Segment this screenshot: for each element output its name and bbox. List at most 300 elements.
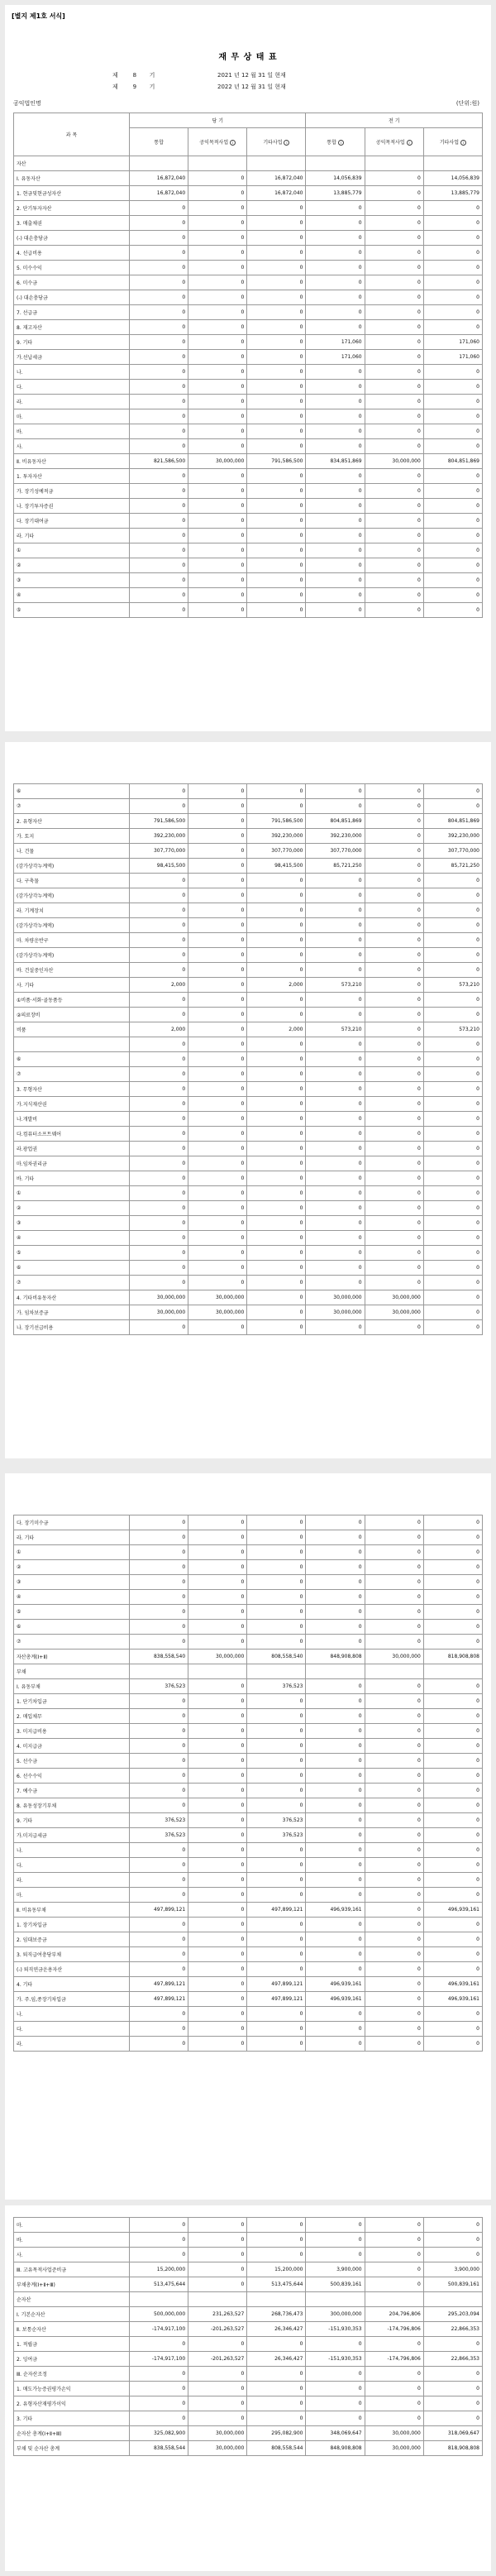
amount-cell: 0: [423, 2367, 482, 2382]
amount-cell: 0: [306, 2411, 365, 2426]
row-label: ③: [14, 1216, 130, 1231]
amount-cell: 0: [423, 1305, 482, 1320]
table-row: [14, 2277, 483, 2292]
row-label: ⑦: [14, 1067, 130, 1082]
amount-cell: -174,796,806: [365, 2352, 423, 2367]
amount-cell: 0: [423, 469, 482, 484]
info-circle-icon: i: [407, 140, 413, 146]
amount-cell: 0: [423, 439, 482, 454]
table-row: [14, 1246, 483, 1261]
table-row: [14, 1947, 483, 1962]
row-label: 라.광업권: [14, 1142, 130, 1156]
amount-cell: 0: [306, 2022, 365, 2037]
amount-cell: 0: [365, 261, 423, 275]
row-label: 2. 유형자산: [14, 814, 130, 829]
amount-cell: 0: [423, 1216, 482, 1231]
amount-cell: 0: [188, 1201, 247, 1216]
amount-cell: 0: [306, 1635, 365, 1650]
amount-cell: 0: [247, 1962, 306, 1977]
table-row: [14, 1828, 483, 1843]
amount-cell: 0: [130, 1097, 188, 1112]
amount-cell: 0: [365, 2022, 423, 2037]
amount-cell: 0: [306, 1888, 365, 1903]
amount-cell: 0: [365, 1828, 423, 1843]
amount-cell: 0: [306, 1932, 365, 1947]
amount-cell: 0: [306, 2382, 365, 2396]
amount-cell: 0: [306, 1590, 365, 1605]
row-label: (감가상각누계액): [14, 888, 130, 903]
amount-cell: 0: [247, 2248, 306, 2262]
table-row: [14, 305, 483, 320]
amount-cell: 0: [365, 829, 423, 844]
table-row: [14, 1918, 483, 1932]
amount-cell: 0: [423, 1515, 482, 1530]
document-title: 재 무 상 태 표: [218, 53, 278, 62]
amount-cell: 0: [306, 529, 365, 543]
amount-cell: 0: [188, 201, 247, 216]
amount-cell: 0: [365, 2262, 423, 2277]
table-row: [14, 454, 483, 469]
row-label: 다. 구축물: [14, 874, 130, 888]
table-row: [14, 499, 483, 514]
amount-cell: 0: [188, 2262, 247, 2277]
row-label: ②: [14, 558, 130, 573]
amount-cell: 15,200,000: [130, 2262, 188, 2277]
amount-cell: 0: [188, 1769, 247, 1784]
row-label: 다.: [14, 2022, 130, 2037]
amount-cell: 0: [130, 529, 188, 543]
amount-cell: 0: [130, 2396, 188, 2411]
amount-cell: 0: [423, 2382, 482, 2396]
amount-cell: [188, 156, 247, 171]
table-row: [14, 484, 483, 499]
amount-cell: 0: [306, 201, 365, 216]
amount-cell: 573,210: [423, 978, 482, 993]
amount-cell: 0: [247, 1798, 306, 1813]
amount-cell: 0: [130, 1276, 188, 1290]
amount-cell: 497,899,121: [130, 1903, 188, 1918]
table-row: [14, 799, 483, 814]
amount-cell: 0: [306, 1709, 365, 1724]
row-label: 나.: [14, 365, 130, 380]
amount-cell: 808,558,544: [247, 2441, 306, 2456]
amount-cell: 0: [423, 1127, 482, 1142]
amount-cell: 0: [188, 2411, 247, 2426]
amount-cell: 0: [365, 1784, 423, 1798]
amount-cell: 0: [247, 784, 306, 799]
amount-cell: 0: [130, 2218, 188, 2233]
amount-cell: 0: [423, 1067, 482, 1082]
amount-cell: 0: [365, 1037, 423, 1052]
row-label: ⑦: [14, 1635, 130, 1650]
amount-cell: 0: [247, 1052, 306, 1067]
amount-cell: 0: [130, 2367, 188, 2382]
amount-cell: 0: [306, 1037, 365, 1052]
amount-cell: 0: [365, 1709, 423, 1724]
amount-cell: 0: [188, 1112, 247, 1127]
amount-cell: 808,558,540: [247, 1650, 306, 1664]
amount-cell: 0: [365, 1112, 423, 1127]
column-header-public: 공익목적사업 i: [188, 128, 247, 156]
amount-cell: 0: [365, 2277, 423, 2292]
amount-cell: 0: [365, 1590, 423, 1605]
amount-cell: 0: [423, 514, 482, 529]
amount-cell: 0: [365, 874, 423, 888]
amount-cell: 0: [188, 1620, 247, 1635]
amount-cell: [423, 2292, 482, 2307]
amount-cell: 30,000,000: [365, 1650, 423, 1664]
amount-cell: 0: [130, 903, 188, 918]
amount-cell: 0: [365, 469, 423, 484]
amount-cell: 0: [365, 1052, 423, 1067]
amount-cell: 0: [130, 320, 188, 335]
amount-cell: 0: [247, 2218, 306, 2233]
amount-cell: 0: [423, 231, 482, 246]
amount-cell: 0: [306, 1873, 365, 1888]
amount-cell: 0: [130, 1843, 188, 1858]
amount-cell: [306, 2292, 365, 2307]
amount-cell: 0: [306, 799, 365, 814]
amount-cell: 0: [130, 1515, 188, 1530]
row-label: ④: [14, 588, 130, 603]
amount-cell: 0: [306, 874, 365, 888]
amount-cell: 0: [247, 1515, 306, 1530]
amount-cell: 0: [423, 216, 482, 231]
amount-cell: 171,060: [306, 335, 365, 350]
row-label: (-) 대손충당금: [14, 290, 130, 305]
amount-cell: 0: [365, 814, 423, 829]
row-label: ⑤: [14, 603, 130, 618]
document-page-2: [5, 742, 491, 1458]
amount-cell: 0: [247, 231, 306, 246]
amount-cell: 0: [188, 1784, 247, 1798]
table-row: [14, 1082, 483, 1097]
row-label: 부채: [14, 1664, 130, 1679]
amount-cell: 0: [130, 290, 188, 305]
amount-cell: 0: [365, 409, 423, 424]
table-row: [14, 859, 483, 874]
amount-cell: 0: [365, 380, 423, 395]
amount-cell: 0: [365, 1754, 423, 1769]
row-label: 다.컴퓨터소프트웨어: [14, 1127, 130, 1142]
amount-cell: 0: [188, 1962, 247, 1977]
row-label: 3. 기타: [14, 2411, 130, 2426]
row-label: 3. 매출채권: [14, 216, 130, 231]
amount-cell: 0: [130, 1052, 188, 1067]
table-row: [14, 2233, 483, 2248]
amount-cell: 0: [130, 918, 188, 933]
row-label: 사.: [14, 439, 130, 454]
amount-cell: 0: [247, 290, 306, 305]
amount-cell: 0: [423, 543, 482, 558]
amount-cell: 0: [130, 1784, 188, 1798]
amount-cell: 0: [365, 1545, 423, 1560]
table-row: [14, 1575, 483, 1590]
amount-cell: 0: [306, 246, 365, 261]
row-label: 바.: [14, 424, 130, 439]
amount-cell: 0: [247, 888, 306, 903]
amount-cell: 0: [423, 365, 482, 380]
amount-cell: 0: [188, 2218, 247, 2233]
amount-cell: 0: [188, 543, 247, 558]
amount-cell: 2,000: [130, 978, 188, 993]
amount-cell: 0: [306, 1605, 365, 1620]
amount-cell: 0: [247, 1932, 306, 1947]
amount-cell: 0: [130, 275, 188, 290]
amount-cell: 0: [247, 2396, 306, 2411]
amount-cell: 0: [247, 1276, 306, 1290]
table-row: [14, 1067, 483, 1082]
amount-cell: 376,523: [130, 1828, 188, 1843]
amount-cell: 0: [306, 2007, 365, 2022]
table-row: [14, 993, 483, 1008]
column-header-current: 당 기: [130, 113, 306, 128]
amount-cell: 0: [188, 1142, 247, 1156]
amount-cell: 392,230,000: [130, 829, 188, 844]
amount-cell: 0: [306, 1828, 365, 1843]
amount-cell: 0: [247, 1754, 306, 1769]
amount-cell: 0: [130, 588, 188, 603]
row-label: 순자산: [14, 2292, 130, 2307]
amount-cell: 0: [188, 1171, 247, 1186]
amount-cell: 0: [247, 1097, 306, 1112]
amount-cell: 0: [423, 2037, 482, 2052]
row-label: ⑥: [14, 1052, 130, 1067]
amount-cell: 0: [306, 2037, 365, 2052]
amount-cell: 0: [130, 1067, 188, 1082]
amount-cell: 0: [306, 1769, 365, 1784]
amount-cell: 0: [247, 1709, 306, 1724]
amount-cell: 0: [423, 1918, 482, 1932]
amount-cell: 0: [365, 799, 423, 814]
amount-cell: 0: [247, 201, 306, 216]
table-row: [14, 231, 483, 246]
table-row: [14, 290, 483, 305]
table-row: [14, 933, 483, 948]
row-label: 나.: [14, 2007, 130, 2022]
amount-cell: 0: [130, 231, 188, 246]
amount-cell: 2,000: [247, 1022, 306, 1037]
table-row: [14, 380, 483, 395]
amount-cell: 0: [247, 1530, 306, 1545]
amount-cell: 0: [423, 2218, 482, 2233]
amount-cell: 0: [365, 1127, 423, 1142]
amount-cell: 0: [306, 1739, 365, 1754]
amount-cell: 0: [306, 1082, 365, 1097]
amount-cell: 0: [423, 1813, 482, 1828]
table-row: [14, 2396, 483, 2411]
row-label: 비품: [14, 1022, 130, 1037]
amount-cell: 0: [423, 1709, 482, 1724]
amount-cell: 30,000,000: [188, 2426, 247, 2441]
table-row: [14, 1709, 483, 1724]
row-label: 3. 미지급비용: [14, 1724, 130, 1739]
amount-cell: 0: [188, 2382, 247, 2396]
amount-cell: 0: [247, 380, 306, 395]
amount-cell: 0: [306, 1858, 365, 1873]
amount-cell: 0: [247, 2382, 306, 2396]
table-row: [14, 1605, 483, 1620]
amount-cell: 0: [423, 588, 482, 603]
amount-cell: 171,060: [423, 335, 482, 350]
amount-cell: 0: [130, 1888, 188, 1903]
table-row: [14, 156, 483, 171]
row-label: 4. 기타: [14, 1977, 130, 1992]
amount-cell: 0: [130, 1112, 188, 1127]
row-label: 9. 기타: [14, 335, 130, 350]
amount-cell: 0: [130, 1530, 188, 1545]
amount-cell: 0: [306, 1052, 365, 1067]
amount-cell: 30,000,000: [365, 1290, 423, 1305]
row-label: 마.임차권리금: [14, 1156, 130, 1171]
amount-cell: 0: [306, 1156, 365, 1171]
amount-cell: 0: [188, 603, 247, 618]
table-row: [14, 1769, 483, 1784]
amount-cell: [306, 1664, 365, 1679]
amount-cell: 0: [130, 948, 188, 963]
amount-cell: 818,908,808: [423, 1650, 482, 1664]
amount-cell: 0: [247, 603, 306, 618]
amount-cell: 0: [365, 1932, 423, 1947]
amount-cell: 0: [247, 1635, 306, 1650]
row-label: 1. 단기차입금: [14, 1694, 130, 1709]
row-label: (감가상각누계액): [14, 859, 130, 874]
amount-cell: 0: [306, 1216, 365, 1231]
table-row: [14, 948, 483, 963]
amount-cell: 497,899,121: [130, 1992, 188, 2007]
corporation-name-label: 공익법인명: [13, 100, 41, 107]
amount-cell: 295,203,094: [423, 2307, 482, 2322]
amount-cell: 0: [423, 1082, 482, 1097]
table-row: [14, 1798, 483, 1813]
row-label: 5. 선수금: [14, 1754, 130, 1769]
table-row: [14, 2022, 483, 2037]
amount-cell: 0: [306, 784, 365, 799]
column-header-total: 통합 i: [306, 128, 365, 156]
amount-cell: [306, 156, 365, 171]
row-label: 가. 임차보증금: [14, 1305, 130, 1320]
amount-cell: 0: [365, 588, 423, 603]
amount-cell: 0: [247, 395, 306, 409]
amount-cell: [365, 1664, 423, 1679]
column-header-previous: 전 기: [306, 113, 483, 128]
row-label: ②: [14, 1201, 130, 1216]
amount-cell: 318,069,647: [423, 2426, 482, 2441]
amount-cell: 0: [365, 978, 423, 993]
amount-cell: 0: [188, 1709, 247, 1724]
table-row: [14, 874, 483, 888]
amount-cell: 0: [247, 1231, 306, 1246]
amount-cell: 0: [306, 1784, 365, 1798]
amount-cell: 0: [306, 963, 365, 978]
amount-cell: [247, 2292, 306, 2307]
amount-cell: 0: [365, 1992, 423, 2007]
amount-cell: 0: [130, 1754, 188, 1769]
amount-cell: 0: [188, 1560, 247, 1575]
amount-cell: 0: [365, 2218, 423, 2233]
column-header-item: 과 목: [14, 113, 130, 156]
table-row: [14, 978, 483, 993]
amount-cell: 0: [365, 320, 423, 335]
amount-cell: 0: [247, 1724, 306, 1739]
row-label: 마.: [14, 1888, 130, 1903]
amount-cell: 0: [365, 365, 423, 380]
amount-cell: 26,346,427: [247, 2352, 306, 2367]
table-row: [14, 814, 483, 829]
table-row: [14, 1276, 483, 1290]
amount-cell: 0: [365, 1201, 423, 1216]
amount-cell: 0: [188, 978, 247, 993]
info-circle-icon: i: [338, 140, 344, 146]
row-label: ⑦: [14, 799, 130, 814]
amount-cell: 0: [188, 1545, 247, 1560]
amount-cell: 0: [188, 1127, 247, 1142]
amount-cell: 376,523: [247, 1828, 306, 1843]
row-label: 나.: [14, 1843, 130, 1858]
table-row: [14, 543, 483, 558]
amount-cell: 0: [247, 993, 306, 1008]
amount-cell: 0: [423, 918, 482, 933]
amount-cell: 0: [188, 1635, 247, 1650]
amount-cell: 497,899,121: [130, 1977, 188, 1992]
amount-cell: 0: [306, 948, 365, 963]
amount-cell: 0: [306, 1097, 365, 1112]
amount-cell: 0: [247, 1112, 306, 1127]
amount-cell: 0: [130, 603, 188, 618]
amount-cell: 0: [423, 1008, 482, 1022]
amount-cell: 0: [365, 246, 423, 261]
amount-cell: 0: [306, 469, 365, 484]
row-label: Ⅱ. 비유동부채: [14, 1903, 130, 1918]
amount-cell: 0: [365, 1082, 423, 1097]
amount-cell: 0: [130, 1858, 188, 1873]
amount-cell: 573,210: [306, 978, 365, 993]
table-row: [14, 1620, 483, 1635]
amount-cell: 0: [365, 424, 423, 439]
table-row: [14, 1977, 483, 1992]
row-label: ⑤: [14, 1246, 130, 1261]
amount-cell: 392,230,000: [306, 829, 365, 844]
amount-cell: 0: [188, 275, 247, 290]
column-header-other: 기타사업 i: [423, 128, 482, 156]
row-label: ①: [14, 1545, 130, 1560]
table-row: [14, 2218, 483, 2233]
amount-cell: 0: [130, 1932, 188, 1947]
amount-cell: [247, 156, 306, 171]
amount-cell: 0: [423, 1261, 482, 1276]
amount-cell: 0: [306, 1962, 365, 1977]
amount-cell: 0: [247, 1858, 306, 1873]
amount-cell: 0: [188, 409, 247, 424]
amount-cell: 0: [247, 1008, 306, 1022]
amount-cell: 0: [423, 799, 482, 814]
amount-cell: 0: [365, 543, 423, 558]
amount-cell: 0: [247, 2411, 306, 2426]
amount-cell: 848,908,808: [306, 1650, 365, 1664]
amount-cell: 0: [130, 2411, 188, 2426]
table-row: [14, 1724, 483, 1739]
amount-cell: 0: [130, 2037, 188, 2052]
amount-cell: 0: [188, 484, 247, 499]
amount-cell: 0: [423, 529, 482, 543]
table-row: [14, 1320, 483, 1335]
row-label: 2. 매입채무: [14, 1709, 130, 1724]
amount-cell: 0: [365, 1530, 423, 1545]
amount-cell: 0: [365, 2037, 423, 2052]
amount-cell: [130, 2292, 188, 2307]
amount-cell: 573,210: [423, 1022, 482, 1037]
row-label: 라.: [14, 1873, 130, 1888]
